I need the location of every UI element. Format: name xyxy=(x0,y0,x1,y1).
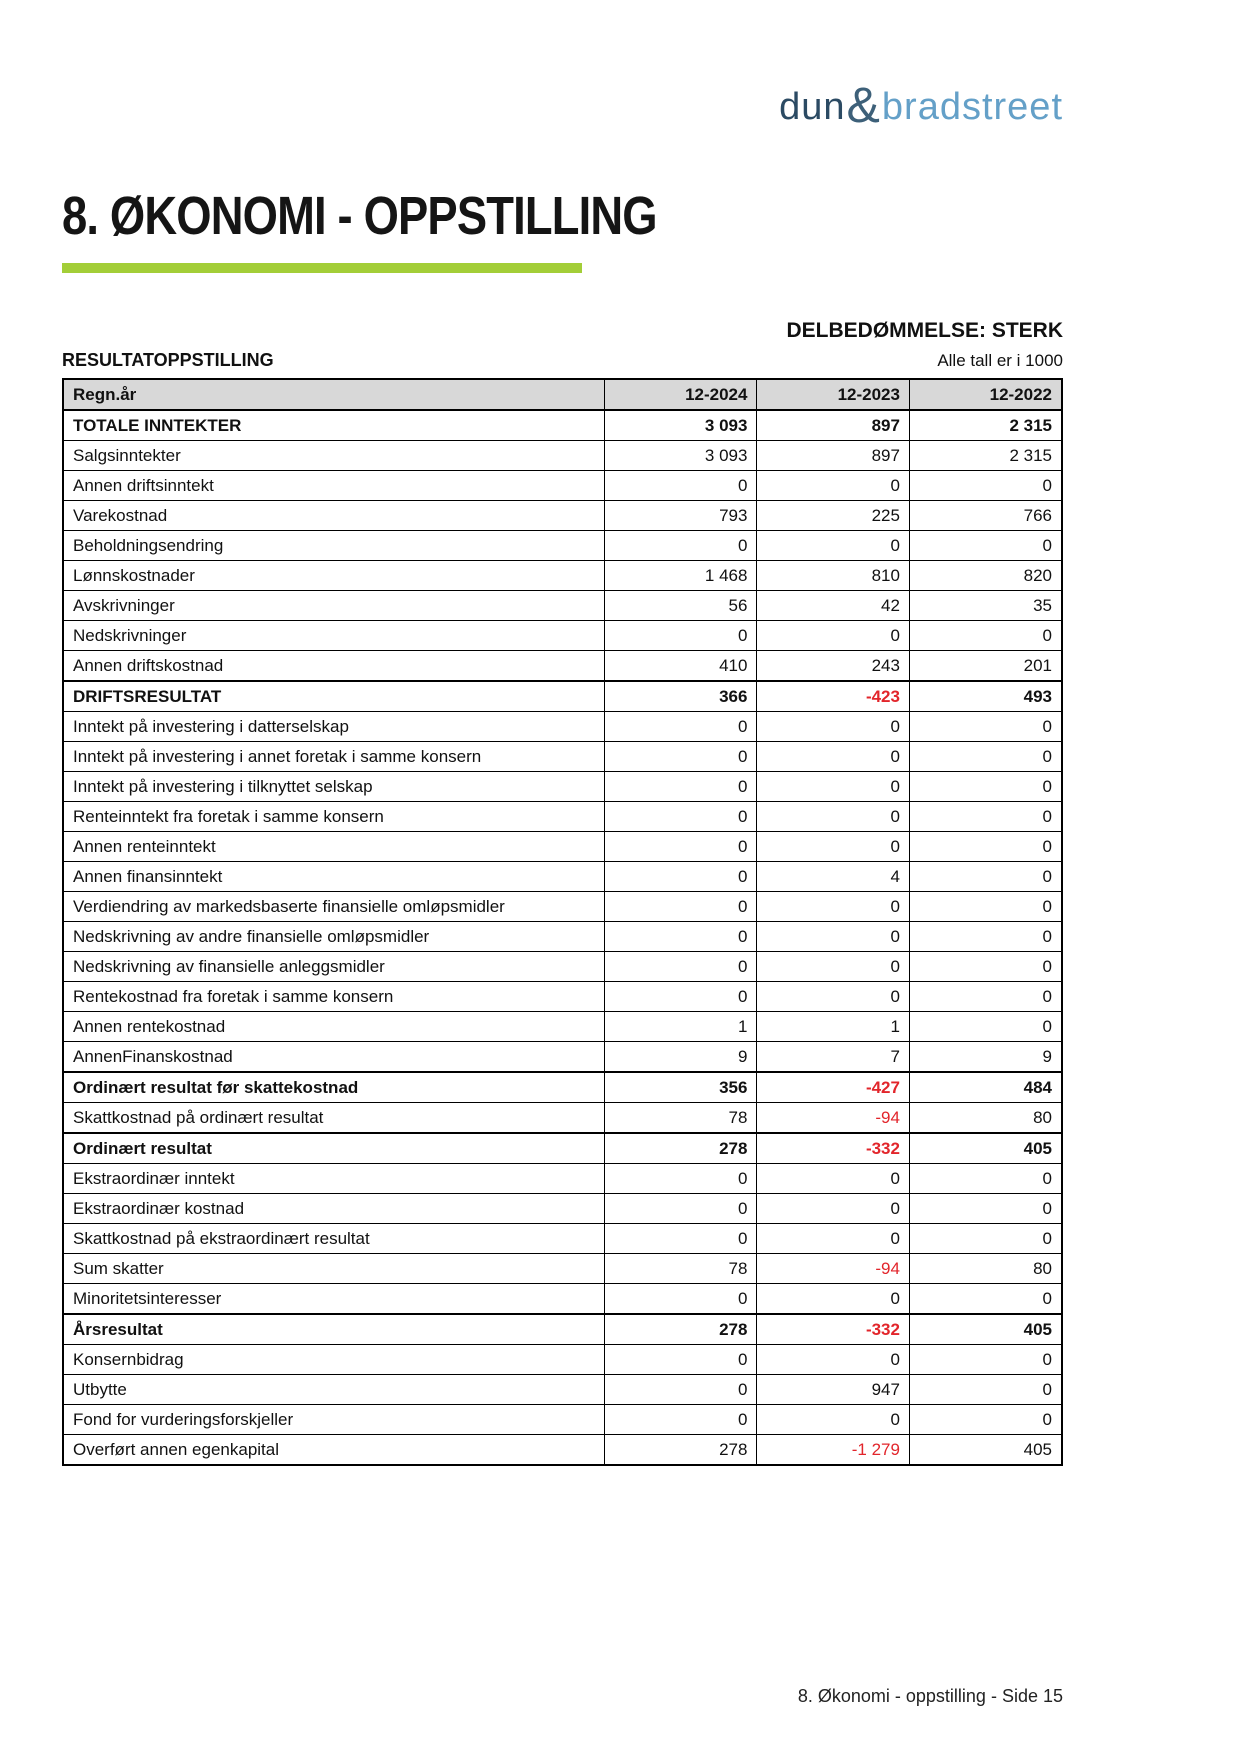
table-row xyxy=(63,892,1062,922)
table-row xyxy=(63,772,1062,802)
cell-value: 0 xyxy=(909,922,1062,952)
cell-value: 793 xyxy=(604,501,757,531)
cell-value: 0 xyxy=(757,802,910,832)
table-row xyxy=(63,1103,1062,1134)
cell-value: 897 xyxy=(757,410,910,441)
cell-value: 0 xyxy=(604,1164,757,1194)
cell-value: 366 xyxy=(604,681,757,712)
logo-text-bradstreet: bradstreet xyxy=(881,86,1063,128)
table-row xyxy=(63,410,1062,441)
table-row xyxy=(63,952,1062,982)
cell-value: 9 xyxy=(909,1042,1062,1073)
cell-value: 0 xyxy=(604,1405,757,1435)
table-row xyxy=(63,501,1062,531)
table-row xyxy=(63,1375,1062,1405)
row-label: Inntekt på investering i tilknyttet selskap xyxy=(63,772,604,802)
cell-value: 0 xyxy=(604,1345,757,1375)
cell-value: 1 xyxy=(757,1012,910,1042)
cell-value: 0 xyxy=(909,1375,1062,1405)
cell-value: 0 xyxy=(757,712,910,742)
cell-value: -423 xyxy=(757,681,910,712)
table-row xyxy=(63,832,1062,862)
row-label: Varekostnad xyxy=(63,501,604,531)
cell-value: 56 xyxy=(604,591,757,621)
table-row xyxy=(63,1194,1062,1224)
cell-value: 0 xyxy=(909,832,1062,862)
table-row xyxy=(63,1254,1062,1284)
table-row xyxy=(63,922,1062,952)
cell-value: 0 xyxy=(757,922,910,952)
cell-value: 493 xyxy=(909,681,1062,712)
cell-value: 484 xyxy=(909,1072,1062,1103)
cell-value: 0 xyxy=(604,982,757,1012)
row-label: AnnenFinanskostnad xyxy=(63,1042,604,1073)
row-label: Skattkostnad på ekstraordinært resultat xyxy=(63,1224,604,1254)
cell-value: -94 xyxy=(757,1103,910,1134)
cell-value: 0 xyxy=(909,531,1062,561)
table-row xyxy=(63,1042,1062,1073)
cell-value: 0 xyxy=(604,862,757,892)
cell-value: 0 xyxy=(604,772,757,802)
page-footer: 8. Økonomi - oppstilling - Side 15 xyxy=(797,1686,1063,1706)
table-row xyxy=(63,1224,1062,1254)
row-label: Beholdningsendring xyxy=(63,531,604,561)
table-row xyxy=(63,621,1062,651)
table-row xyxy=(63,561,1062,591)
row-label: Minoritetsinteresser xyxy=(63,1284,604,1315)
cell-value: 897 xyxy=(757,441,910,471)
cell-value: 0 xyxy=(757,952,910,982)
cell-value: 0 xyxy=(604,742,757,772)
cell-value: 0 xyxy=(604,1284,757,1315)
cell-value: 0 xyxy=(909,862,1062,892)
cell-value: 0 xyxy=(757,1405,910,1435)
row-label: Nedskrivning av andre finansielle omløpsmidler xyxy=(63,922,604,952)
cell-value: 2 315 xyxy=(909,410,1062,441)
table-row xyxy=(63,1314,1062,1345)
row-label: Ordinært resultat xyxy=(63,1133,604,1164)
cell-value: 278 xyxy=(604,1133,757,1164)
table-row xyxy=(63,1435,1062,1466)
income-statement-table-body xyxy=(63,410,1062,1465)
row-label: Renteinntekt fra foretak i samme konsern xyxy=(63,802,604,832)
row-label: TOTALE INNTEKTER xyxy=(63,410,604,441)
cell-value: 0 xyxy=(757,772,910,802)
cell-value: 0 xyxy=(909,1345,1062,1375)
row-label: Salgsinntekter xyxy=(63,441,604,471)
row-label: Ekstraordinær inntekt xyxy=(63,1164,604,1194)
cell-value: 0 xyxy=(909,1012,1062,1042)
row-label: Nedskrivning av finansielle anleggsmidler xyxy=(63,952,604,982)
row-label: Inntekt på investering i datterselskap xyxy=(63,712,604,742)
dun-bradstreet-logo xyxy=(62,77,1063,133)
table-row xyxy=(63,471,1062,501)
cell-value: 0 xyxy=(757,621,910,651)
column-header-12-2024: 12-2024 xyxy=(604,379,757,410)
row-label: Verdiendring av markedsbaserte finansielle omløpsmidler xyxy=(63,892,604,922)
cell-value: 78 xyxy=(604,1103,757,1134)
row-label: Overført annen egenkapital xyxy=(63,1435,604,1466)
cell-value: 0 xyxy=(757,832,910,862)
row-label: Årsresultat xyxy=(63,1314,604,1345)
cell-value: -1 279 xyxy=(757,1435,910,1466)
cell-value: 1 468 xyxy=(604,561,757,591)
cell-value: 0 xyxy=(604,1194,757,1224)
cell-value: 0 xyxy=(909,802,1062,832)
cell-value: 0 xyxy=(604,621,757,651)
table-row xyxy=(63,681,1062,712)
cell-value: 766 xyxy=(909,501,1062,531)
table-row xyxy=(63,1012,1062,1042)
cell-value: 1 xyxy=(604,1012,757,1042)
row-label: Sum skatter xyxy=(63,1254,604,1284)
cell-value: 0 xyxy=(757,1284,910,1315)
row-label: Rentekostnad fra foretak i samme konsern xyxy=(63,982,604,1012)
row-label: Annen driftskostnad xyxy=(63,651,604,682)
logo-text-dun: dun xyxy=(779,86,846,128)
row-label: Skattkostnad på ordinært resultat xyxy=(63,1103,604,1134)
table-row xyxy=(63,1164,1062,1194)
cell-value: 0 xyxy=(757,982,910,1012)
table-row xyxy=(63,591,1062,621)
cell-value: 0 xyxy=(757,1164,910,1194)
cell-value: 78 xyxy=(604,1254,757,1284)
cell-value: 9 xyxy=(604,1042,757,1073)
cell-value: 35 xyxy=(909,591,1062,621)
cell-value: 0 xyxy=(909,982,1062,1012)
cell-value: 0 xyxy=(909,1284,1062,1315)
table-row xyxy=(63,1072,1062,1103)
cell-value: 2 315 xyxy=(909,441,1062,471)
cell-value: 0 xyxy=(909,1164,1062,1194)
cell-value: 0 xyxy=(757,1345,910,1375)
cell-value: 0 xyxy=(909,1405,1062,1435)
cell-value: 0 xyxy=(604,952,757,982)
row-label: Nedskrivninger xyxy=(63,621,604,651)
cell-value: 0 xyxy=(909,742,1062,772)
row-label: Avskrivninger xyxy=(63,591,604,621)
cell-value: 3 093 xyxy=(604,441,757,471)
cell-value: 405 xyxy=(909,1133,1062,1164)
cell-value: 0 xyxy=(604,471,757,501)
cell-value: 0 xyxy=(909,712,1062,742)
cell-value: 0 xyxy=(604,712,757,742)
cell-value: 0 xyxy=(604,1224,757,1254)
cell-value: 0 xyxy=(757,742,910,772)
table-title: RESULTATOPPSTILLING xyxy=(62,350,274,370)
table-row xyxy=(63,651,1062,682)
cell-value: -427 xyxy=(757,1072,910,1103)
cell-value: 80 xyxy=(909,1254,1062,1284)
row-label: DRIFTSRESULTAT xyxy=(63,681,604,712)
cell-value: 0 xyxy=(757,1194,910,1224)
cell-value: 810 xyxy=(757,561,910,591)
logo-ampersand-icon: & xyxy=(846,77,881,133)
cell-value: 0 xyxy=(604,892,757,922)
cell-value: 0 xyxy=(909,1194,1062,1224)
table-row xyxy=(63,531,1062,561)
cell-value: 410 xyxy=(604,651,757,682)
cell-value: 0 xyxy=(909,892,1062,922)
cell-value: 0 xyxy=(604,922,757,952)
cell-value: 820 xyxy=(909,561,1062,591)
table-row xyxy=(63,1345,1062,1375)
table-row xyxy=(63,802,1062,832)
cell-value: 243 xyxy=(757,651,910,682)
cell-value: 0 xyxy=(909,621,1062,651)
cell-value: 42 xyxy=(757,591,910,621)
row-label: Annen renteinntekt xyxy=(63,832,604,862)
row-label: Inntekt på investering i annet foretak i samme konsern xyxy=(63,742,604,772)
cell-value: 0 xyxy=(757,892,910,922)
table-row xyxy=(63,1405,1062,1435)
cell-value: 0 xyxy=(909,1224,1062,1254)
table-row xyxy=(63,1284,1062,1315)
cell-value: -332 xyxy=(757,1314,910,1345)
row-label: Ekstraordinær kostnad xyxy=(63,1194,604,1224)
cell-value: 201 xyxy=(909,651,1062,682)
cell-value: 4 xyxy=(757,862,910,892)
cell-value: 0 xyxy=(757,531,910,561)
row-label: Annen driftsinntekt xyxy=(63,471,604,501)
cell-value: -94 xyxy=(757,1254,910,1284)
cell-value: 0 xyxy=(604,832,757,862)
title-accent-rule xyxy=(62,263,582,273)
cell-value: 0 xyxy=(604,802,757,832)
income-statement-table xyxy=(62,378,1063,1466)
cell-value: 278 xyxy=(604,1435,757,1466)
row-label: Annen rentekostnad xyxy=(63,1012,604,1042)
cell-value: 405 xyxy=(909,1435,1062,1466)
cell-value: 0 xyxy=(909,952,1062,982)
cell-value: 0 xyxy=(909,772,1062,802)
cell-value: 0 xyxy=(757,471,910,501)
row-label: Fond for vurderingsforskjeller xyxy=(63,1405,604,1435)
row-label: Ordinært resultat før skattekostnad xyxy=(63,1072,604,1103)
table-row xyxy=(63,441,1062,471)
cell-value: 0 xyxy=(757,1224,910,1254)
column-header-12-2023: 12-2023 xyxy=(757,379,910,410)
column-header-12-2022: 12-2022 xyxy=(909,379,1062,410)
table-row xyxy=(63,742,1062,772)
cell-value: 7 xyxy=(757,1042,910,1073)
table-row xyxy=(63,862,1062,892)
cell-value: 225 xyxy=(757,501,910,531)
cell-value: 0 xyxy=(604,531,757,561)
row-label: Utbytte xyxy=(63,1375,604,1405)
units-note: Alle tall er i 1000 xyxy=(937,351,1063,370)
table-row xyxy=(63,1133,1062,1164)
row-label: Konsernbidrag xyxy=(63,1345,604,1375)
cell-value: 0 xyxy=(604,1375,757,1405)
table-row xyxy=(63,712,1062,742)
cell-value: 356 xyxy=(604,1072,757,1103)
cell-value: 80 xyxy=(909,1103,1062,1134)
row-label: Annen finansinntekt xyxy=(63,862,604,892)
cell-value: 0 xyxy=(909,471,1062,501)
cell-value: -332 xyxy=(757,1133,910,1164)
table-row xyxy=(63,982,1062,1012)
cell-value: 3 093 xyxy=(604,410,757,441)
column-header-regnar: Regn.år xyxy=(63,379,604,410)
cell-value: 405 xyxy=(909,1314,1062,1345)
cell-value: 947 xyxy=(757,1375,910,1405)
page-title: 8. ØKONOMI - OPPSTILLING xyxy=(62,186,657,246)
table-header-row xyxy=(63,379,1062,410)
cell-value: 278 xyxy=(604,1314,757,1345)
table-meta-row xyxy=(62,350,1063,371)
row-label: Lønnskostnader xyxy=(63,561,604,591)
assessment-label: DELBEDØMMELSE: STERK xyxy=(786,319,1063,342)
